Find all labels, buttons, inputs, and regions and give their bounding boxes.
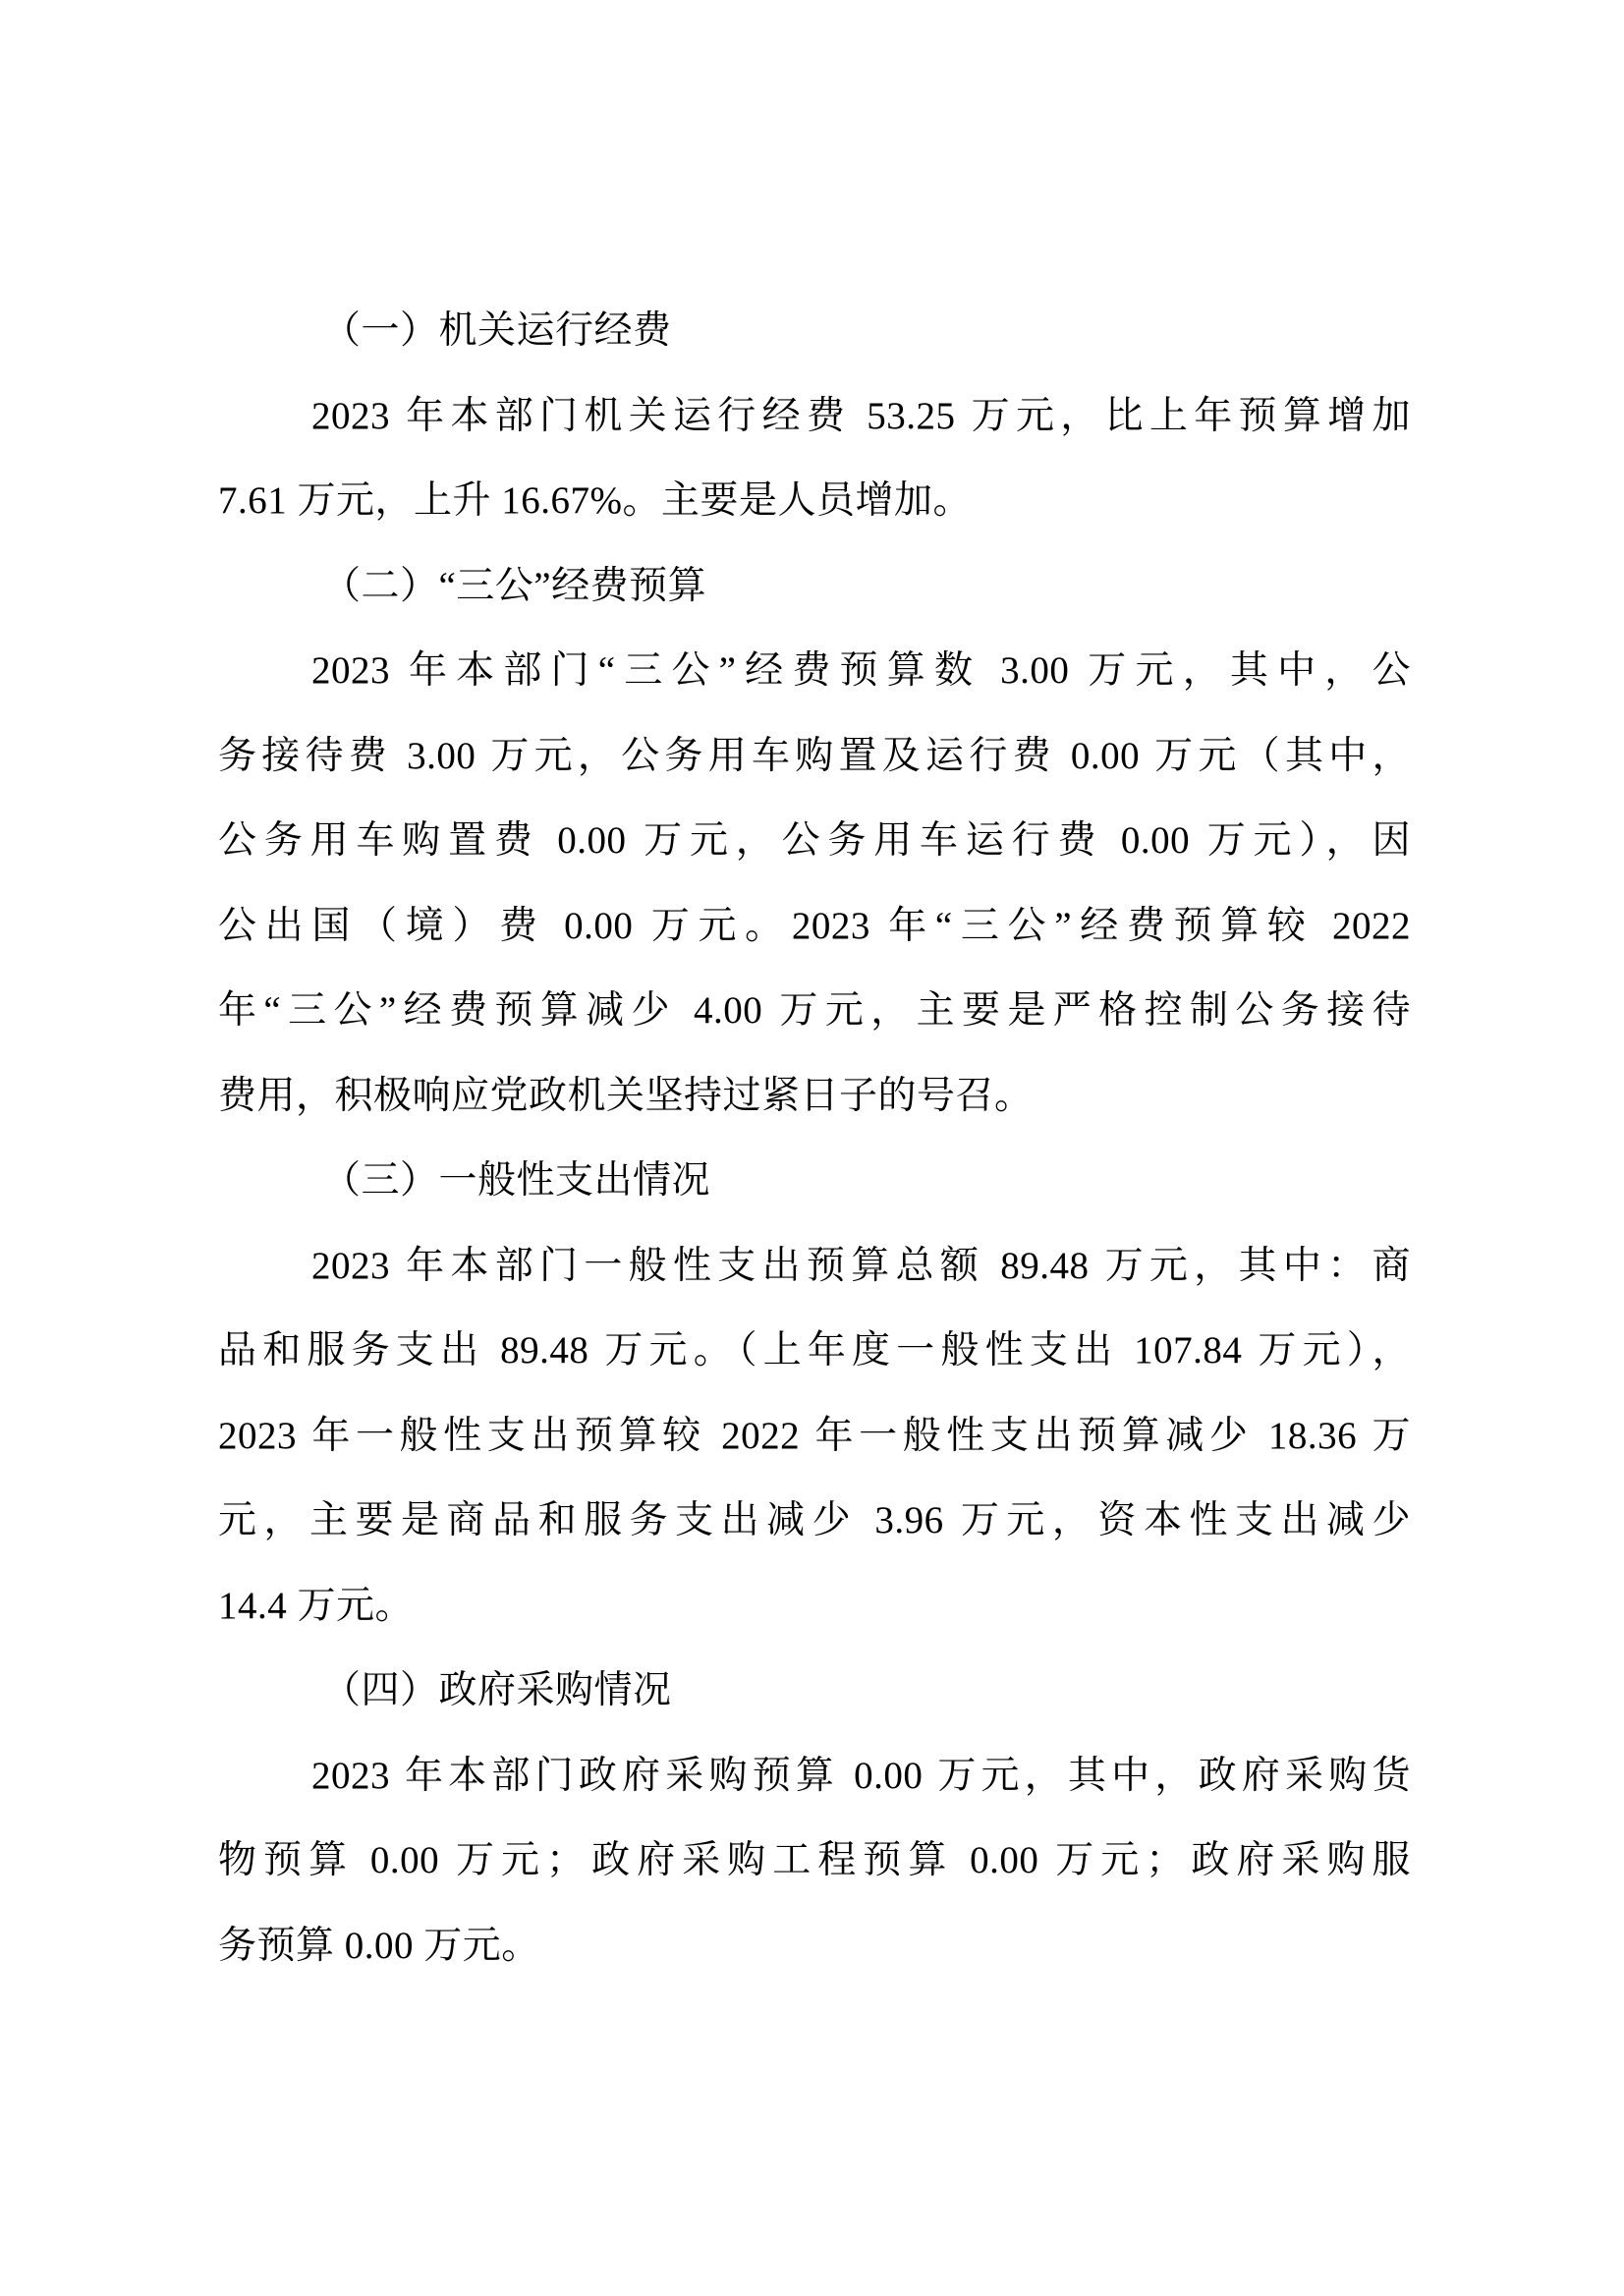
paragraph-2-line-3: 公务用车购置费 0.00 万元，公务用车运行费 0.00 万元），因 — [218, 819, 1411, 862]
paragraph-4-line-1: 2023 年本部门政府采购预算 0.00 万元，其中，政府采购货 — [311, 1754, 1411, 1797]
paragraph-3-line-2: 品和服务支出 89.48 万元。（上年度一般性支出 107.84 万元）， — [218, 1329, 1411, 1372]
section-heading-2: （二）“三公”经费预算 — [322, 564, 707, 607]
paragraph-3-line-4: 元，主要是商品和服务支出减少 3.96 万元，资本性支出减少 — [218, 1499, 1411, 1541]
section-heading-3: （三）一般性支出情况 — [322, 1159, 711, 1202]
paragraph-2-line-6: 费用，积极响应党政机关坚持过紧日子的号召。 — [218, 1074, 1034, 1117]
paragraph-1-line-2: 7.61 万元，上升 16.67%。主要是人员增加。 — [218, 479, 972, 522]
paragraph-3-line-1: 2023 年本部门一般性支出预算总额 89.48 万元，其中：商 — [311, 1244, 1411, 1287]
paragraph-3-line-5: 14.4 万元。 — [218, 1584, 415, 1627]
paragraph-4-line-3: 务预算 0.00 万元。 — [218, 1924, 540, 1967]
document-body — [218, 289, 1411, 1988]
paragraph-2-line-5: 年“三公”经费预算减少 4.00 万元，主要是严格控制公务接待 — [218, 989, 1411, 1032]
section-heading-4: （四）政府采购情况 — [322, 1669, 672, 1711]
paragraph-2-line-2: 务接待费 3.00 万元，公务用车购置及运行费 0.00 万元（其中， — [218, 734, 1411, 777]
paragraph-2-line-4: 公出国（境）费 0.00 万元。2023 年“三公”经费预算较 2022 — [218, 904, 1411, 947]
paragraph-4-line-2: 物预算 0.00 万元；政府采购工程预算 0.00 万元；政府采购服 — [218, 1839, 1411, 1881]
paragraph-3-line-3: 2023 年一般性支出预算较 2022 年一般性支出预算减少 18.36 万 — [218, 1414, 1411, 1457]
paragraph-2-line-1: 2023 年本部门“三公”经费预算数 3.00 万元，其中，公 — [311, 649, 1411, 692]
section-heading-1: （一）机关运行经费 — [322, 309, 672, 352]
paragraph-1-line-1: 2023 年本部门机关运行经费 53.25 万元，比上年预算增加 — [311, 394, 1411, 437]
